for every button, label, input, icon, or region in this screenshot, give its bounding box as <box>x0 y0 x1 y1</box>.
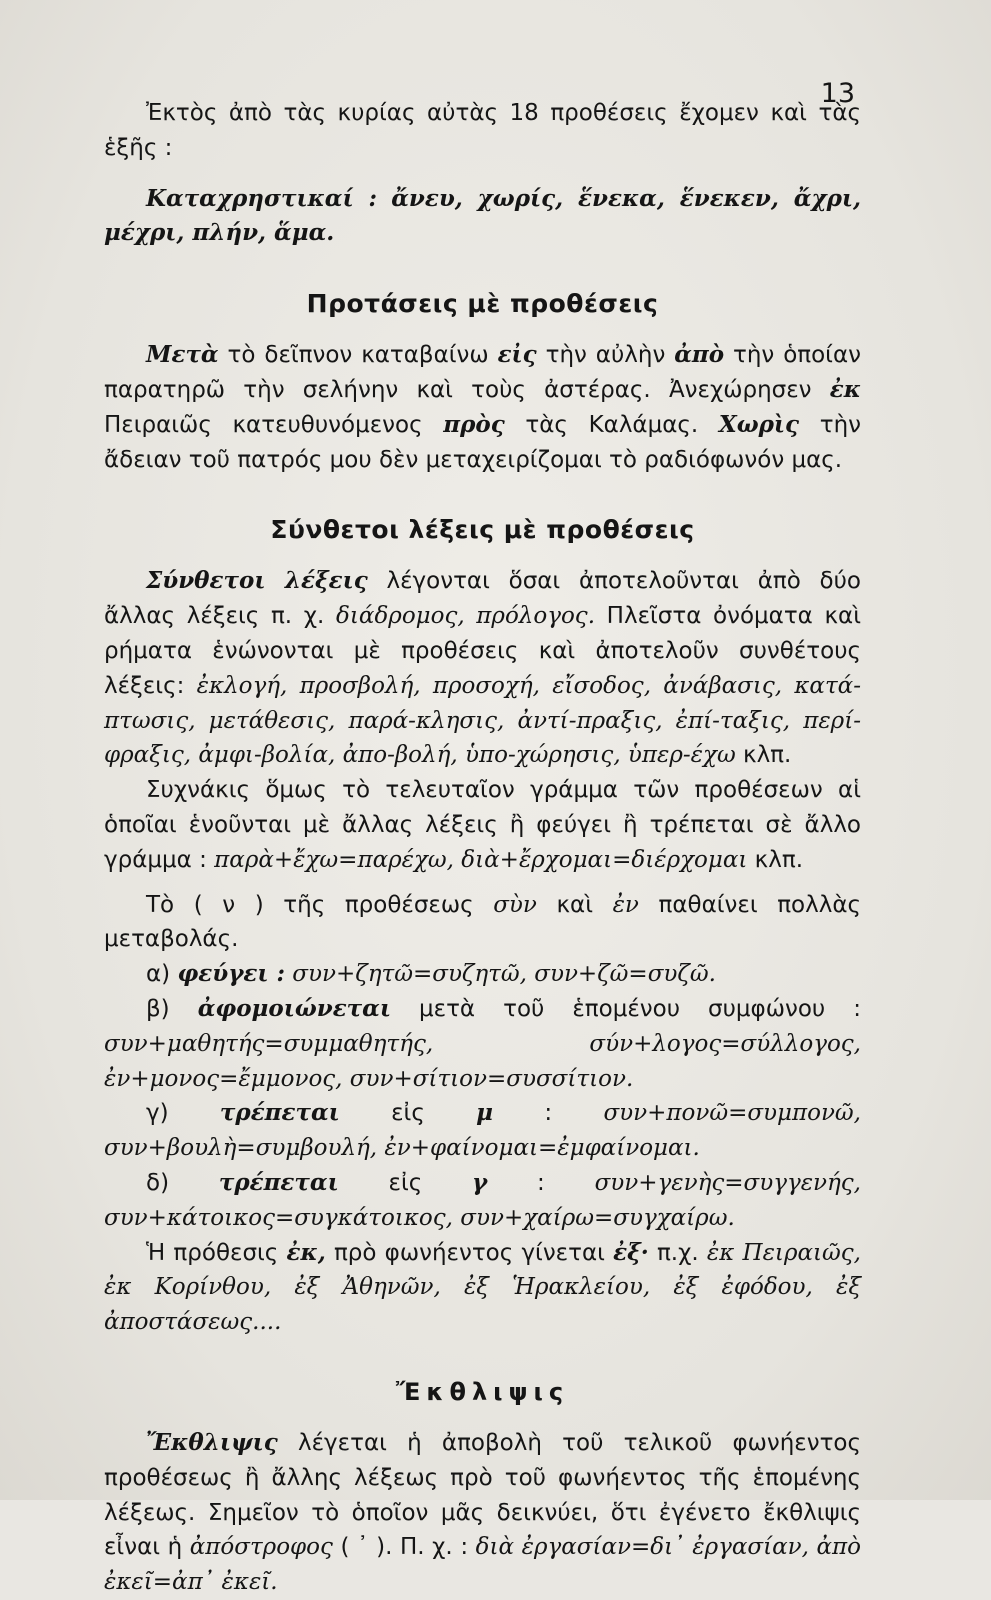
word-ek: ἐκ <box>829 375 861 403</box>
rule-d-paragraph <box>104 1166 861 1236</box>
page-number: 13 <box>820 78 855 109</box>
word-en: ἐν <box>612 891 639 918</box>
example-words: διάδρομος, πρόλογος. <box>336 603 596 630</box>
rule-a-paragraph <box>104 957 861 992</box>
text-segment: εἰς <box>339 1100 477 1127</box>
rule-example: συν+μαθητής=συμμαθητής, σύν+λογος=σύλλογος, ἐν+μονος=ἔμμονος, συν+σίτιον=συσσίτιον. <box>104 1030 861 1092</box>
rule-term: φεύγει : <box>177 960 285 988</box>
term-compound-words: Σύνθετοι λέξεις <box>146 567 368 595</box>
text-segment: Τὸ ( ν ) τῆς προθέσεως <box>146 891 494 918</box>
rule-term: τρέπεται <box>218 1168 339 1196</box>
ek-ex-paragraph <box>104 1236 861 1340</box>
text-segment: π.χ. <box>648 1239 707 1266</box>
example-letter-change: παρὰ+ἔχω=παρέχω, διὰ+ἔρχομαι=διέρχομαι <box>214 846 748 873</box>
section-title-compound-words: Σύνθετοι λέξεις μὲ προθέσεις <box>270 515 695 545</box>
rule-label: α) <box>146 961 178 988</box>
section-title-elision: Ἔκθλιψις <box>395 1377 570 1406</box>
term-elision: Ἔκθλιψις <box>146 1428 278 1456</box>
text-segment: κλπ. <box>735 742 792 769</box>
text-segment: Συχνάκις ὅμως τὸ τελευταῖον γράμμα τῶν προθέσεων αἱ ὁποῖαι ἑνοῦνται μὲ ἄλλας λέξεις ἢ φεύγει ἢ τρέπεται σὲ ἄλλο γράμμα : <box>104 777 861 873</box>
text-segment: τὴν ἄδειαν τοῦ πατρός μου δὲν μεταχειρίζομαι τὸ ραδιόφωνόν μας. <box>104 411 862 473</box>
intro-paragraph <box>104 96 861 166</box>
text-segment: ( ᾿ ). Π. χ. : <box>332 1534 476 1561</box>
text-segment: τὰς Καλάμας. <box>504 411 719 438</box>
rule-term: ἀφομοιώνεται <box>197 994 391 1022</box>
section-title-prepositions-sentences: Προτάσεις μὲ προθέσεις <box>306 289 659 319</box>
rule-label: β) <box>146 995 198 1022</box>
example-ek-ex: ἐκ Πειραιῶς, ἐκ Κορίνθου, ἐξ Ἀθηνῶν, ἐξ Ἡρακλείου, ἐξ ἐφόδου, ἐξ ἀποστάσεως.... <box>104 1239 861 1336</box>
rule-b-paragraph <box>104 992 861 1096</box>
text-segment: κλπ. <box>747 846 804 873</box>
rule-example: συν+πονῶ=συμπονῶ, συν+βουλὴ=συμβουλή, ἐν+φαίνομαι=ἐμφαίνομαι. <box>104 1100 861 1162</box>
example-elision: διὰ ἐργασίαν=δι᾿ ἐργασίαν, ἀπὸ ἐκεῖ=ἀπ᾿ ἐκεῖ. <box>104 1534 861 1596</box>
elision-paragraph <box>104 1426 861 1600</box>
rule-example: συν+ζητῶ=συζητῶ, συν+ζῶ=συζῶ. <box>285 961 716 988</box>
text-segment: καὶ <box>536 891 613 918</box>
text-segment: πρὸ φωνήεντος γίνεται <box>325 1239 614 1266</box>
rule-label: δ) <box>146 1169 219 1196</box>
rule-term: τρέπεται <box>219 1099 340 1127</box>
word-syn: σὺν <box>493 891 537 918</box>
text-segment: εἰς <box>338 1169 473 1196</box>
text-segment: τὴν αὐλὴν <box>536 342 675 369</box>
word-eis: εἰς <box>497 341 537 369</box>
text-segment: : <box>493 1100 604 1127</box>
rule-letter: μ <box>476 1099 494 1127</box>
rule-example: συν+γενὴς=συγγενής, συν+κάτοικος=συγκάτοικος, συν+χαίρω=συγχαίρω. <box>104 1169 861 1231</box>
text-segment: : <box>487 1169 595 1196</box>
word-pros: πρὸς <box>443 410 505 438</box>
example-compounds: ἐκλογή, προσβολή, προσοχή, εἴσοδος, ἀνάβασις, κατά-πτωσις, μετάθεσις, παρά-κλησις, ἀντί-πραξις, ἐπί-ταξις, περί-φραξις, ἀμφι-βολία, ἀπο-βολή, ὑπο-χώρησις, ὑπερ-έχω <box>104 672 861 769</box>
rule-letter: γ <box>472 1168 488 1196</box>
compound-definition-paragraph <box>104 564 861 773</box>
catachrestic-list: ἄνευ, χωρίς, ἕνεκα, ἕνεκεν, ἄχρι, μέχρι, πλήν, ἅμα. <box>104 184 862 247</box>
text-segment: Πειραιῶς κατευθυνόμενος <box>104 411 444 438</box>
word-ex: ἐξ· <box>613 1238 649 1266</box>
rule-label: γ) <box>146 1100 220 1127</box>
intro-text: Ἐκτὸς ἀπὸ τὰς κυρίας αὐτὰς 18 προθέσεις ἔχομεν καὶ τὰς ἑξῆς : <box>104 100 861 161</box>
text-segment: μετὰ τοῦ ἑπομένου συμφώνου : <box>391 995 861 1022</box>
text-segment: Ἡ πρόθεσις <box>146 1239 287 1266</box>
text-segment: τὸ δεῖπνον καταβαίνω <box>218 342 498 369</box>
letter-change-paragraph <box>104 773 861 877</box>
text-segment: τὴν ὁποίαν παρατηρῶ τὴν σελήνην καὶ τοὺς ἀστέρας. Ἀνεχώρησεν <box>104 342 861 403</box>
word-meta: Μετὰ <box>146 341 219 369</box>
nu-change-paragraph <box>104 888 861 958</box>
word-ek: ἐκ, <box>286 1238 326 1266</box>
text-segment: παθαίνει πολλὰς μεταβολάς. <box>104 891 862 953</box>
text-segment: Πλεῖστα ὀνόματα καὶ ρήματα ἑνώνονται μὲ προθέσεις καὶ ἀποτελοῦν συνθέτους λέξεις: <box>104 603 862 699</box>
sentences-paragraph <box>104 338 861 477</box>
word-choris: Χωρὶς <box>718 410 800 438</box>
text-segment: λέγεται ἡ ἀποβολὴ τοῦ τελικοῦ φωνήεντος προθέσεως ἢ ἄλλης λέξεως πρὸ τοῦ φωνήεντος τῆς ἑπομένης λέξεως. Σημεῖον τὸ ὁποῖον μᾶς δεικνύει, ὅτι ἐγένετο ἔκθλιψις εἶναι ἡ <box>104 1429 861 1561</box>
text-segment: λέγονται ὅσαι ἀποτελοῦνται ἀπὸ δύο ἄλλας λέξεις π. χ. <box>104 568 861 630</box>
word-apostrophe: ἀπόστροφος <box>189 1534 333 1561</box>
rule-g-paragraph <box>104 1096 861 1166</box>
catachrestic-paragraph <box>104 182 861 252</box>
catachrestic-label: Καταχρηστικαί : <box>146 184 378 212</box>
word-apo: ἀπὸ <box>674 341 725 369</box>
